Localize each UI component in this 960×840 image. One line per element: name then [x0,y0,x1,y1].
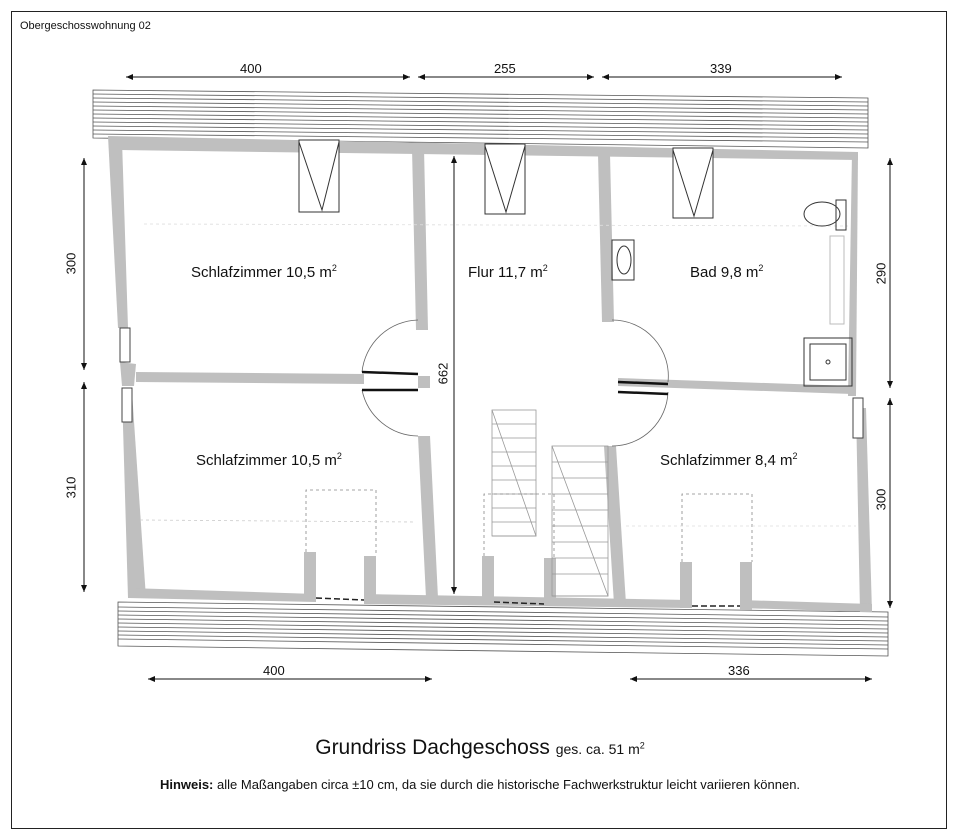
room-label-bedroom-2: Schlafzimmer 10,5 $m^2$ [196,451,342,469]
dim-right-upper: 290 [873,262,889,285]
dim-top-left: 400 [240,61,262,76]
room-label-bathroom: Bad 9,8 $m^2$ [690,263,764,281]
header-title: Obergeschosswohnung 02 [20,20,151,32]
dim-top-middle: 255 [494,61,516,76]
plan-note: Hinweis: alle Maßangaben circa ±10 cm, da sie durch die historische Fachwerkstruktur leicht variieren können. [159,777,801,792]
roof-bottom [118,602,888,656]
dim-bottom-left: 400 [263,663,285,678]
dim-left-lower: 310 [63,476,79,499]
bath-fixtures [612,200,852,386]
dim-hallway-length: 662 [435,362,451,385]
room-label-bedroom-3: Schlafzimmer 8,4 $m^2$ [660,451,798,469]
dim-top-right: 339 [710,61,732,76]
dim-bottom-right: 336 [728,663,750,678]
door-leaves [362,372,668,394]
room-label-bedroom-1: Schlafzimmer 10,5 $m^2$ [191,263,337,281]
plan-title: Grundriss Dachgeschoss ges. ca. 51 $m^2$ [315,736,645,759]
dim-right-lower: 300 [873,488,889,511]
dim-left-upper: 300 [63,252,79,275]
room-label-hallway: Flur 11,7 $m^2$ [468,263,548,281]
